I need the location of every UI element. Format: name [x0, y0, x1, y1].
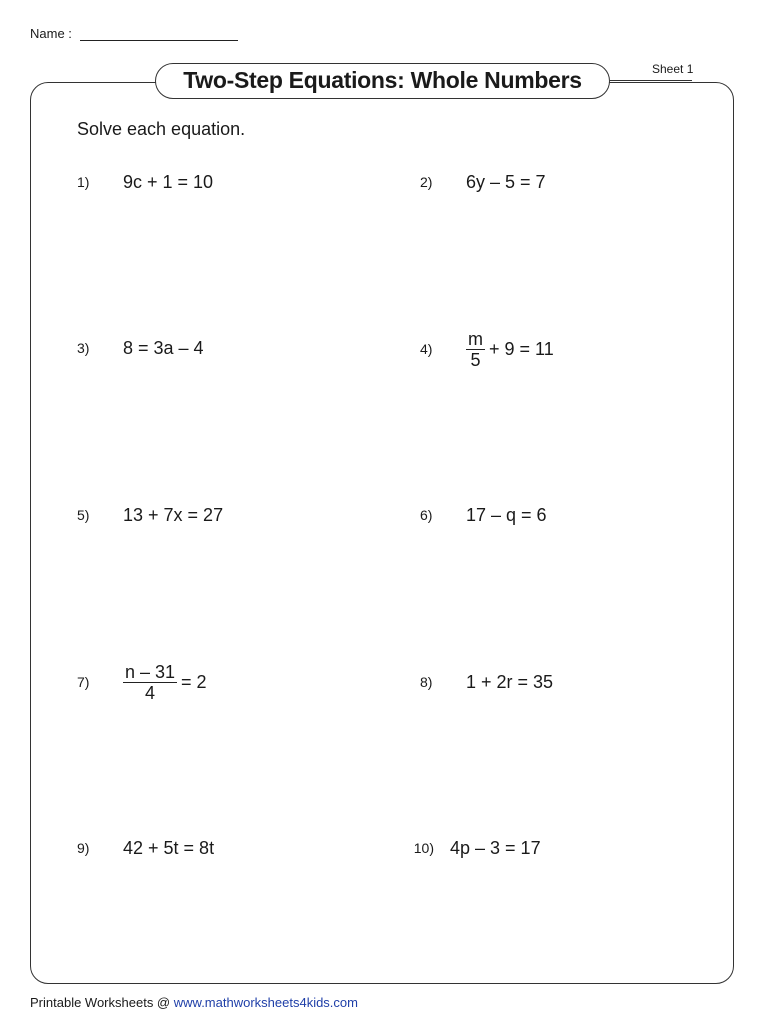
problem-number: 2) — [420, 174, 433, 190]
equation — [123, 663, 207, 702]
equation-rest: + 9 = 11 — [489, 338, 554, 359]
equation-rest: = 2 — [181, 671, 207, 692]
fraction-numerator: n – 31 — [125, 661, 176, 682]
fraction-denominator: 5 — [470, 349, 481, 370]
fraction — [123, 663, 177, 702]
footer-text: Printable Worksheets @ — [30, 995, 174, 1010]
problem-4 — [420, 329, 554, 369]
equation: 8 = 3a – 4 — [123, 337, 204, 358]
name-row — [30, 26, 238, 41]
fraction-denominator: 4 — [145, 682, 156, 703]
name-blank-line[interactable] — [80, 26, 238, 41]
problem-3 — [77, 328, 204, 368]
equation: 9c + 1 = 10 — [123, 171, 214, 192]
title-connector-line — [610, 80, 692, 81]
problem-6 — [420, 495, 547, 535]
problem-1 — [77, 162, 213, 202]
problem-number: 7) — [77, 674, 90, 690]
equation — [466, 330, 554, 369]
equation: 17 – q = 6 — [466, 504, 547, 525]
problem-10 — [404, 828, 541, 868]
equation: 42 + 5t = 8t — [123, 837, 215, 858]
equation: 6y – 5 = 7 — [466, 171, 546, 192]
problem-9 — [77, 828, 214, 868]
problem-8 — [420, 662, 553, 702]
fraction-numerator: m — [468, 328, 483, 349]
problem-5 — [77, 495, 223, 535]
problem-number: 9) — [77, 840, 90, 856]
fraction — [466, 330, 485, 369]
equation: 1 + 2r = 35 — [466, 671, 554, 692]
problem-2 — [420, 162, 546, 202]
worksheet-title: Two-Step Equations: Whole Numbers — [155, 63, 610, 99]
problem-number: 5) — [77, 507, 90, 523]
sheet-label: Sheet 1 — [652, 62, 694, 76]
footer-link[interactable]: www.mathworksheets4kids.com — [173, 995, 358, 1010]
equation: 13 + 7x = 27 — [123, 504, 224, 525]
problem-number: 6) — [420, 507, 433, 523]
equation: 4p – 3 = 17 — [450, 837, 541, 858]
problem-number: 3) — [77, 340, 90, 356]
problem-7 — [77, 662, 207, 702]
footer — [30, 995, 358, 1010]
problem-number: 8) — [420, 674, 433, 690]
name-label: Name : — [30, 26, 72, 41]
problem-number: 4) — [420, 341, 433, 357]
problem-number: 10) — [413, 840, 434, 856]
problem-number: 1) — [77, 174, 90, 190]
instruction-text: Solve each equation. — [77, 119, 246, 139]
